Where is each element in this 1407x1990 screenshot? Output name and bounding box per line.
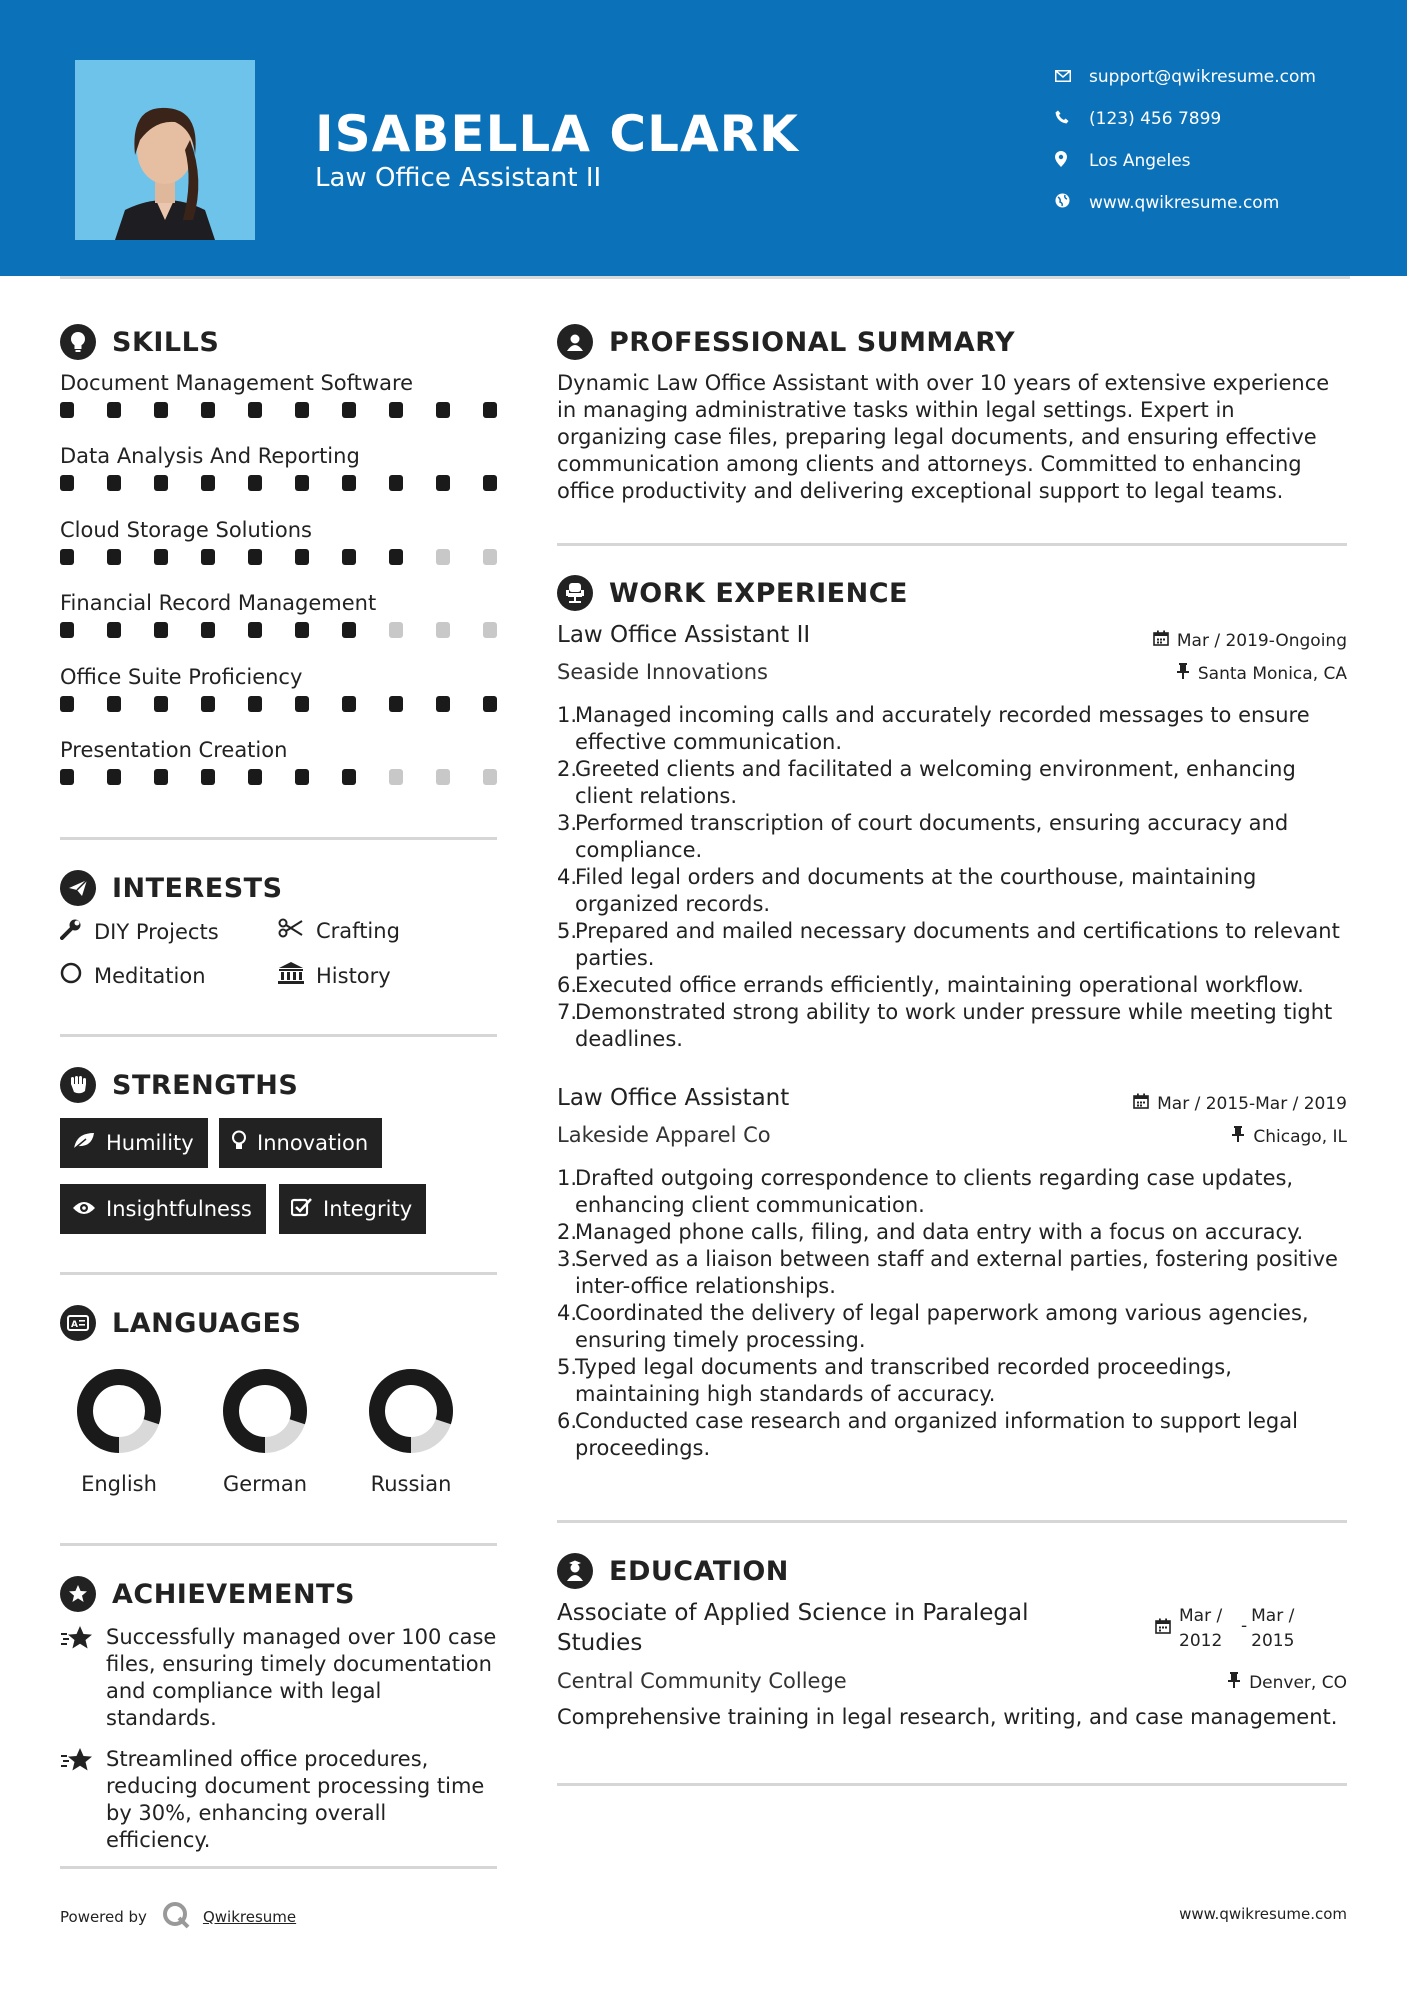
education-description: Comprehensive training in legal research, writing, and case management. (557, 1705, 1338, 1729)
skill-rating-dot (107, 402, 121, 418)
skill-item (60, 588, 497, 638)
skill-rating-dot (248, 402, 262, 418)
interest-item: DIY Projects (60, 918, 219, 945)
skill-rating-dot (248, 696, 262, 712)
skill-rating-dot (483, 402, 497, 418)
achievements-heading: ACHIEVEMENTS (60, 1576, 355, 1612)
circle-icon (60, 962, 94, 989)
lightbulb-icon (60, 324, 96, 360)
skill-rating-dot (60, 402, 74, 418)
date-separator: - (1241, 1616, 1248, 1636)
skill-rating-dot (483, 549, 497, 565)
skill-rating-dot (154, 402, 168, 418)
skill-rating-dot (154, 622, 168, 638)
skill-rating-dot (60, 549, 74, 565)
list-number: 4. (557, 1301, 578, 1325)
education-dates: Mar / 2012 - Mar / 2015 (1155, 1604, 1309, 1654)
skill-rating (60, 549, 497, 565)
languages-heading: A LANGUAGES (60, 1305, 301, 1341)
education-school: Central Community College (557, 1669, 847, 1693)
calendar-icon (1133, 1093, 1157, 1114)
experience-heading: WORK EXPERIENCE (557, 575, 908, 611)
job-duty-item: 4. Filed legal orders and documents at the courthouse, maintaining organized records. (557, 865, 1257, 916)
star-icon (60, 1624, 94, 1732)
section-divider (60, 1543, 497, 1546)
job-duty-item: 3. Performed transcription of court documents, ensuring accuracy and compliance. (557, 811, 1289, 862)
scissors-icon (278, 918, 316, 943)
skill-rating-dot (389, 696, 403, 712)
list-number: 7. (557, 1000, 578, 1024)
strength-tag: Insightfulness (60, 1184, 266, 1234)
language-proficiency-ring (220, 1366, 310, 1456)
section-divider (60, 1866, 497, 1869)
job-duty-item: 1. Managed incoming calls and accurately recorded messages to ensure effective communication. (557, 703, 1310, 754)
skill-rating (60, 475, 497, 491)
contact-block (1055, 56, 1316, 224)
list-number: 5. (557, 1355, 578, 1379)
envelope-icon (1055, 67, 1089, 87)
section-divider (557, 1520, 1347, 1523)
education-degree: Associate of Applied Science in Paralegal Studies (557, 1600, 1029, 1656)
education-heading: EDUCATION (557, 1553, 789, 1589)
office-chair-icon (557, 575, 593, 611)
interests-heading: INTERESTS (60, 870, 283, 906)
skill-rating-dot (436, 549, 450, 565)
skill-rating-dot (201, 475, 215, 491)
section-divider (557, 543, 1347, 546)
skill-label: Office Suite Proficiency (60, 664, 303, 689)
skill-rating-dot (342, 622, 356, 638)
museum-icon (278, 962, 316, 989)
job-duty-item: 4. Coordinated the delivery of legal paperwork among various agencies, ensuring timely processing. (557, 1301, 1309, 1352)
section-divider (60, 837, 497, 840)
lightbulb-outline-icon (231, 1130, 257, 1157)
skill-rating-dot (436, 696, 450, 712)
list-number: 6. (557, 973, 578, 997)
job-location: Santa Monica, CA (1176, 663, 1347, 684)
job-duty-item: 3. Served as a liaison between staff and external parties, fostering positive inter-office relationships. (557, 1247, 1338, 1298)
phone-icon (1055, 109, 1089, 129)
skill-rating-dot (436, 475, 450, 491)
list-number: 1. (557, 703, 578, 727)
skill-item (60, 735, 497, 785)
candidate-name: ISABELLA CLARK (315, 105, 799, 163)
skill-rating-dot (483, 622, 497, 638)
job-duty-item: 7. Demonstrated strong ability to work under pressure while meeting tight deadlines. (557, 1000, 1333, 1051)
footer-powered-by: Powered by Qwikresume (60, 1900, 296, 1934)
user-icon (557, 324, 593, 360)
language-item (346, 1366, 476, 1496)
list-number: 2. (557, 757, 578, 781)
skill-rating-dot (107, 769, 121, 785)
header-divider (60, 276, 1350, 279)
list-number: 5. (557, 919, 578, 943)
list-number: 4. (557, 865, 578, 889)
achievement-item: Successfully managed over 100 case files, ensuring timely documentation and compliance with legal standards. (60, 1624, 497, 1732)
checkbox-icon (291, 1197, 323, 1222)
star-icon (60, 1746, 94, 1854)
skill-rating-dot (342, 549, 356, 565)
skill-label: Cloud Storage Solutions (60, 517, 312, 542)
summary-text: Dynamic Law Office Assistant with over 10 years of extensive experience in managing administrative tasks within legal settings. Expert in organizing case files, preparing legal documents, and ensuring effective communication among clients and attorneys. Committed to enhancing office productivity and delivering exceptional support to legal teams. (557, 371, 1330, 503)
contact-email-text: support@qwikresume.com (1089, 67, 1316, 87)
skill-rating-dot (60, 475, 74, 491)
section-divider (60, 1272, 497, 1275)
summary-heading: PROFESSIONAL SUMMARY (557, 324, 1015, 360)
skill-rating-dot (60, 696, 74, 712)
skill-item (60, 515, 497, 565)
skill-rating (60, 696, 497, 712)
contact-phone[interactable] (1055, 98, 1316, 140)
skill-rating-dot (389, 622, 403, 638)
job-duties-list (557, 702, 1347, 1053)
list-number: 6. (557, 1409, 578, 1433)
skill-rating-dot (295, 549, 309, 565)
job-duty-item: 6. Executed office errands efficiently, maintaining operational workflow. (557, 973, 1304, 997)
strength-tag: Humility (60, 1118, 208, 1168)
achievement-item: Streamlined office procedures, reducing document processing time by 30%, enhancing overall efficiency. (60, 1746, 497, 1854)
candidate-title: Law Office Assistant II (315, 163, 602, 193)
skill-rating-dot (248, 622, 262, 638)
contact-location-text: Los Angeles (1089, 151, 1191, 171)
job-title: Law Office Assistant II (557, 622, 811, 648)
skill-rating-dot (107, 622, 121, 638)
list-number: 3. (557, 811, 578, 835)
job-duty-item: 2. Greeted clients and facilitated a welcoming environment, enhancing client relations. (557, 757, 1296, 808)
eye-icon (72, 1197, 106, 1221)
skill-rating-dot (107, 549, 121, 565)
section-divider (557, 1783, 1347, 1786)
wrench-icon (60, 918, 94, 945)
skill-item (60, 441, 497, 491)
skill-rating-dot (389, 402, 403, 418)
interest-item: History (278, 962, 391, 989)
fist-icon (60, 1067, 96, 1103)
pushpin-icon (1231, 1126, 1253, 1147)
language-item (54, 1366, 184, 1496)
skill-item (60, 662, 497, 712)
skill-rating-dot (342, 696, 356, 712)
skill-rating-dot (60, 769, 74, 785)
job-duties-list (557, 1165, 1347, 1462)
skill-rating-dot (295, 769, 309, 785)
skill-rating (60, 769, 497, 785)
skill-rating-dot (389, 549, 403, 565)
job-duty-item: 2. Managed phone calls, filing, and data entry with a focus on accuracy. (557, 1220, 1304, 1244)
calendar-icon (1153, 630, 1177, 651)
skill-rating-dot (248, 549, 262, 565)
list-number: 3. (557, 1247, 578, 1271)
skill-rating-dot (295, 622, 309, 638)
job-duty-item: 5. Typed legal documents and transcribed recorded proceedings, maintaining high standards of accuracy. (557, 1355, 1232, 1406)
calendar-icon (1155, 1617, 1171, 1642)
skill-rating-dot (342, 402, 356, 418)
skill-rating-dot (201, 622, 215, 638)
skill-rating-dot (483, 475, 497, 491)
skill-rating-dot (60, 622, 74, 638)
skill-rating (60, 402, 497, 418)
leaf-icon (72, 1131, 106, 1156)
pushpin-icon (1227, 1672, 1249, 1693)
skill-rating-dot (248, 769, 262, 785)
job-duty-item: 6. Conducted case research and organized information to support legal proceedings. (557, 1409, 1298, 1460)
education-location: Denver, CO (1227, 1672, 1347, 1693)
star-badge-icon (60, 1576, 96, 1612)
skill-rating-dot (248, 475, 262, 491)
job-company: Lakeside Apparel Co (557, 1123, 771, 1147)
skill-rating-dot (436, 622, 450, 638)
job-company: Seaside Innovations (557, 660, 768, 684)
skill-rating-dot (154, 769, 168, 785)
graduate-icon (557, 1553, 593, 1589)
list-number: 2. (557, 1220, 578, 1244)
skill-rating (60, 622, 497, 638)
strengths-heading: STRENGTHS (60, 1067, 298, 1103)
skill-rating-dot (154, 475, 168, 491)
footer-website[interactable]: www.qwikresume.com (1179, 1905, 1347, 1923)
skill-label: Presentation Creation (60, 738, 288, 762)
skill-label: Document Management Software (60, 371, 414, 395)
paper-plane-icon (60, 870, 96, 906)
job-dates: Mar / 2019-Ongoing (1153, 630, 1347, 651)
job-duty-item: 1. Drafted outgoing correspondence to clients regarding case updates, enhancing client communication. (557, 1166, 1294, 1217)
skill-rating-dot (201, 769, 215, 785)
skill-rating-dot (295, 475, 309, 491)
contact-website[interactable] (1055, 182, 1316, 224)
job-title: Law Office Assistant (557, 1085, 790, 1111)
skill-rating-dot (107, 475, 121, 491)
map-pin-icon (1055, 151, 1089, 172)
section-divider (60, 1034, 497, 1037)
skill-label: Data Analysis And Reporting (60, 444, 360, 469)
strength-tag: Innovation (219, 1118, 382, 1168)
skill-rating-dot (295, 402, 309, 418)
skill-rating-dot (154, 696, 168, 712)
skill-rating-dot (107, 696, 121, 712)
globe-icon (1055, 193, 1089, 213)
header-banner (0, 0, 1407, 276)
list-number: 1. (557, 1166, 578, 1190)
skill-rating-dot (389, 769, 403, 785)
skill-rating-dot (201, 402, 215, 418)
qwikresume-logo-icon (161, 1900, 191, 1934)
language-label: Russian (370, 1472, 452, 1496)
skill-rating-dot (483, 769, 497, 785)
interest-item: Meditation (60, 962, 206, 989)
contact-location (1055, 140, 1316, 182)
language-item (200, 1366, 330, 1496)
language-proficiency-ring (366, 1366, 456, 1456)
skill-item (60, 368, 497, 418)
skill-rating-dot (436, 402, 450, 418)
skill-rating-dot (295, 696, 309, 712)
contact-phone-text: (123) 456 7899 (1089, 109, 1222, 129)
id-card-icon (60, 1305, 96, 1341)
strength-tag: Integrity (279, 1184, 426, 1234)
job-duty-item: 5. Prepared and mailed necessary documents and certifications to relevant parties. (557, 919, 1340, 970)
svg-text:A: A (71, 1320, 78, 1330)
skill-label: Financial Record Management (60, 591, 377, 616)
skill-rating-dot (201, 549, 215, 565)
pushpin-icon (1176, 663, 1198, 684)
job-dates: Mar / 2015-Mar / 2019 (1133, 1093, 1347, 1114)
skill-rating-dot (342, 475, 356, 491)
skills-heading: SKILLS (60, 324, 219, 360)
skill-rating-dot (436, 769, 450, 785)
skill-rating-dot (483, 696, 497, 712)
qwikresume-link[interactable]: Qwikresume (202, 1908, 297, 1926)
profile-photo (75, 60, 255, 240)
skill-rating-dot (389, 475, 403, 491)
language-label: English (81, 1472, 157, 1496)
skill-rating-dot (154, 549, 168, 565)
skill-rating-dot (201, 696, 215, 712)
job-location: Chicago, IL (1231, 1126, 1347, 1147)
language-proficiency-ring (74, 1366, 164, 1456)
skill-rating-dot (342, 769, 356, 785)
contact-email[interactable] (1055, 56, 1316, 98)
language-label: German (222, 1472, 308, 1496)
interest-item: Crafting (278, 918, 400, 943)
contact-website-text: www.qwikresume.com (1089, 193, 1280, 213)
